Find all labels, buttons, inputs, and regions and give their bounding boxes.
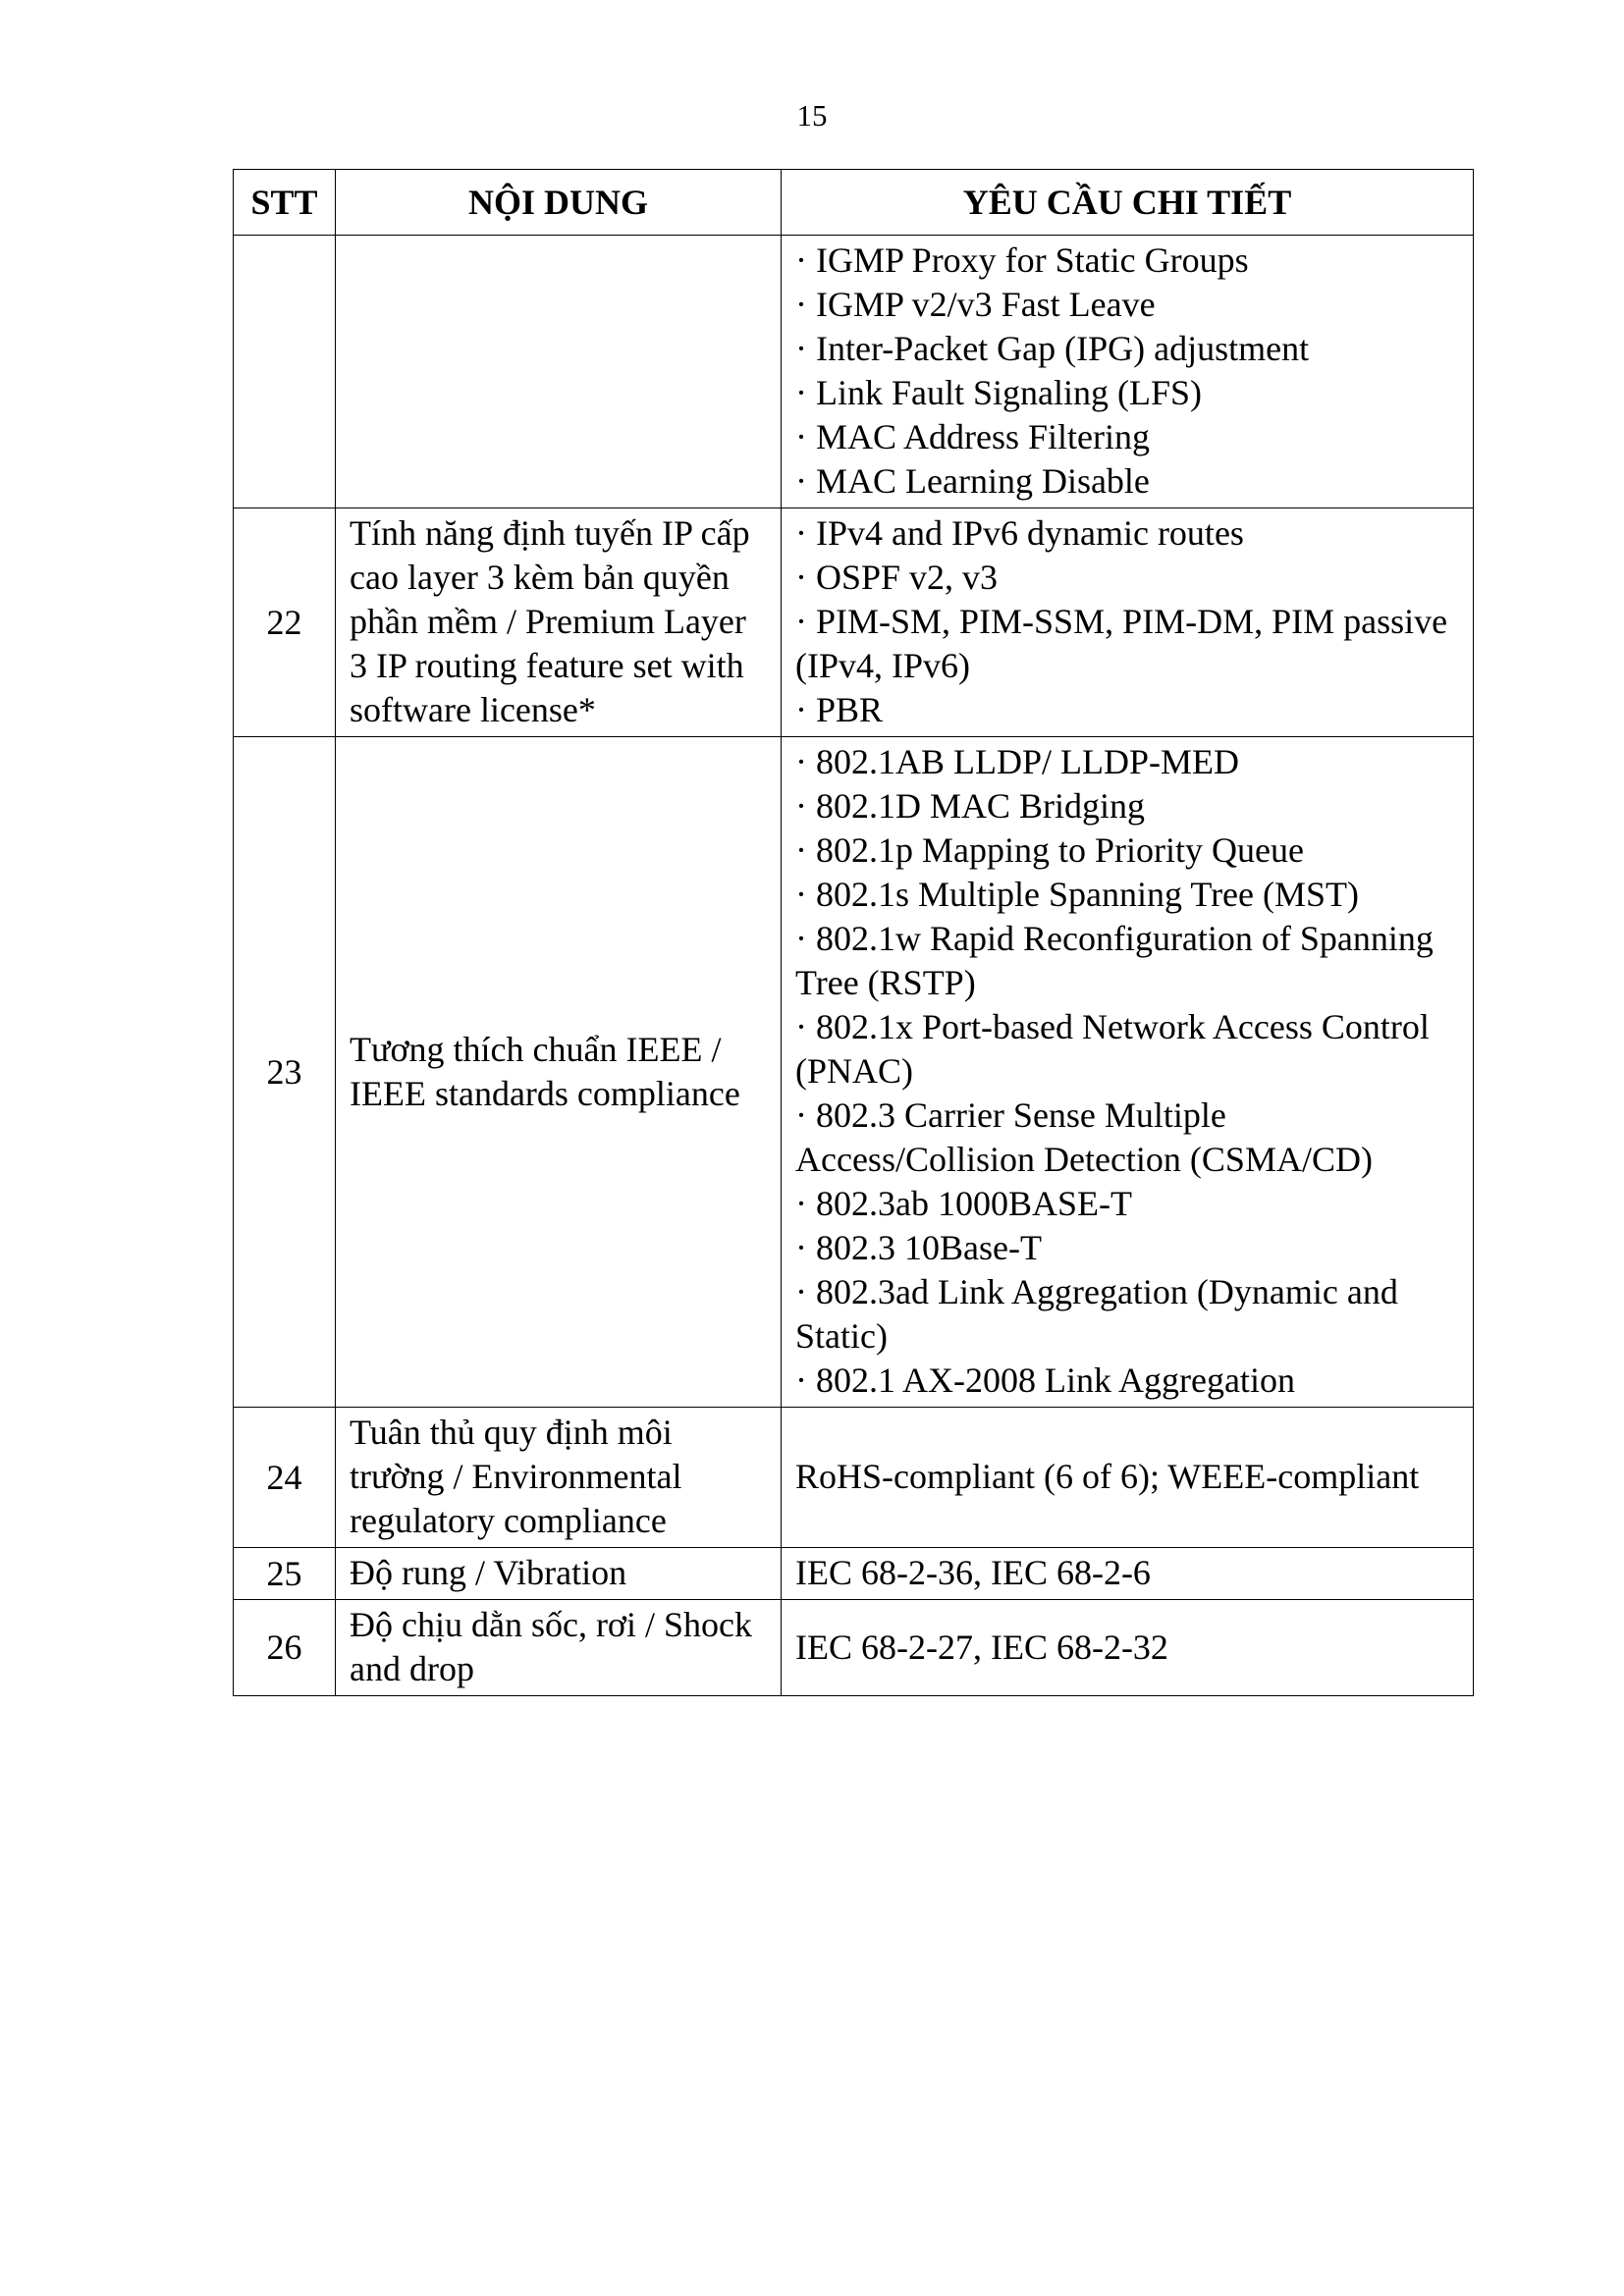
row-requirements (782, 1600, 1474, 1696)
row-content: Độ rung / Vibration (336, 1548, 782, 1600)
requirement-item: · Inter-Packet Gap (IPG) adjustment (795, 329, 1310, 368)
requirement-item: · IPv4 and IPv6 dynamic routes (795, 513, 1244, 553)
row-stt: 25 (234, 1548, 336, 1600)
requirement-item: · Link Fault Signaling (LFS) (795, 373, 1202, 412)
table-row-24 (234, 1408, 1474, 1548)
specification-table (233, 169, 1474, 1696)
requirement-item: · 802.1w Rapid Reconfiguration of Spanning Tree (RSTP) (795, 919, 1434, 1002)
requirement-item: · 802.1 AX-2008 Link Aggregation (795, 1361, 1295, 1400)
requirement-item: · 802.1p Mapping to Priority Queue (795, 830, 1304, 870)
requirement-item: · 802.1D MAC Bridging (795, 786, 1146, 826)
row-content (336, 236, 782, 508)
requirement-item: · PIM-SM, PIM-SSM, PIM-DM, PIM passive (IPv4, IPv6) (795, 602, 1448, 685)
row-content: Tính năng định tuyến IP cấp cao layer 3 kèm bản quyền phần mềm / Premium Layer 3 IP routing feature set with software license* (336, 508, 782, 737)
table-body (234, 236, 1474, 1696)
requirement-item: · 802.1s Multiple Spanning Tree (MST) (795, 875, 1360, 914)
row-content: Độ chịu dằn sốc, rơi / Shock and drop (336, 1600, 782, 1696)
row-stt: 26 (234, 1600, 336, 1696)
row-requirements (782, 508, 1474, 737)
row-stt: 23 (234, 737, 336, 1408)
requirement-item: · OSPF v2, v3 (795, 558, 999, 597)
header-content: NỘI DUNG (336, 170, 782, 236)
table-row-22 (234, 508, 1474, 737)
row-requirements (782, 1548, 1474, 1600)
requirement-item: · PBR (795, 690, 884, 729)
row-stt (234, 236, 336, 508)
requirement-item: · MAC Learning Disable (795, 461, 1150, 501)
row-stt: 24 (234, 1408, 336, 1548)
header-stt: STT (234, 170, 336, 236)
requirement-item: · 802.3ad Link Aggregation (Dynamic and Static) (795, 1272, 1398, 1356)
row-stt: 22 (234, 508, 336, 737)
row-content: Tương thích chuẩn IEEE / IEEE standards compliance (336, 737, 782, 1408)
header-row (234, 170, 1474, 236)
row-requirements (782, 236, 1474, 508)
table-row-continuation (234, 236, 1474, 508)
page-number: 15 (796, 98, 828, 133)
table-row-26 (234, 1600, 1474, 1696)
table-row-25 (234, 1548, 1474, 1600)
requirement-item: · IGMP Proxy for Static Groups (795, 240, 1249, 280)
header-requirements: YÊU CẦU CHI TIẾT (782, 170, 1474, 236)
row-requirements (782, 737, 1474, 1408)
requirement-item: IEC 68-2-36, IEC 68-2-6 (795, 1553, 1151, 1592)
requirement-item: · 802.1AB LLDP/ LLDP-MED (795, 742, 1239, 781)
requirement-item: · 802.1x Port-based Network Access Control (PNAC) (795, 1007, 1430, 1091)
table-header (234, 170, 1474, 236)
requirement-item: · 802.3 Carrier Sense Multiple Access/Collision Detection (CSMA/CD) (795, 1095, 1373, 1179)
requirement-item: · 802.3 10Base-T (795, 1228, 1042, 1267)
requirement-item: IEC 68-2-27, IEC 68-2-32 (795, 1627, 1168, 1667)
table-row-23 (234, 737, 1474, 1408)
requirement-item: · MAC Address Filtering (795, 417, 1151, 456)
requirement-item: · 802.3ab 1000BASE-T (795, 1184, 1132, 1223)
requirement-item: · IGMP v2/v3 Fast Leave (795, 285, 1156, 324)
row-content: Tuân thủ quy định môi trường / Environmental regulatory compliance (336, 1408, 782, 1548)
requirement-item: RoHS-compliant (6 of 6); WEEE-compliant (795, 1457, 1420, 1496)
row-requirements (782, 1408, 1474, 1548)
